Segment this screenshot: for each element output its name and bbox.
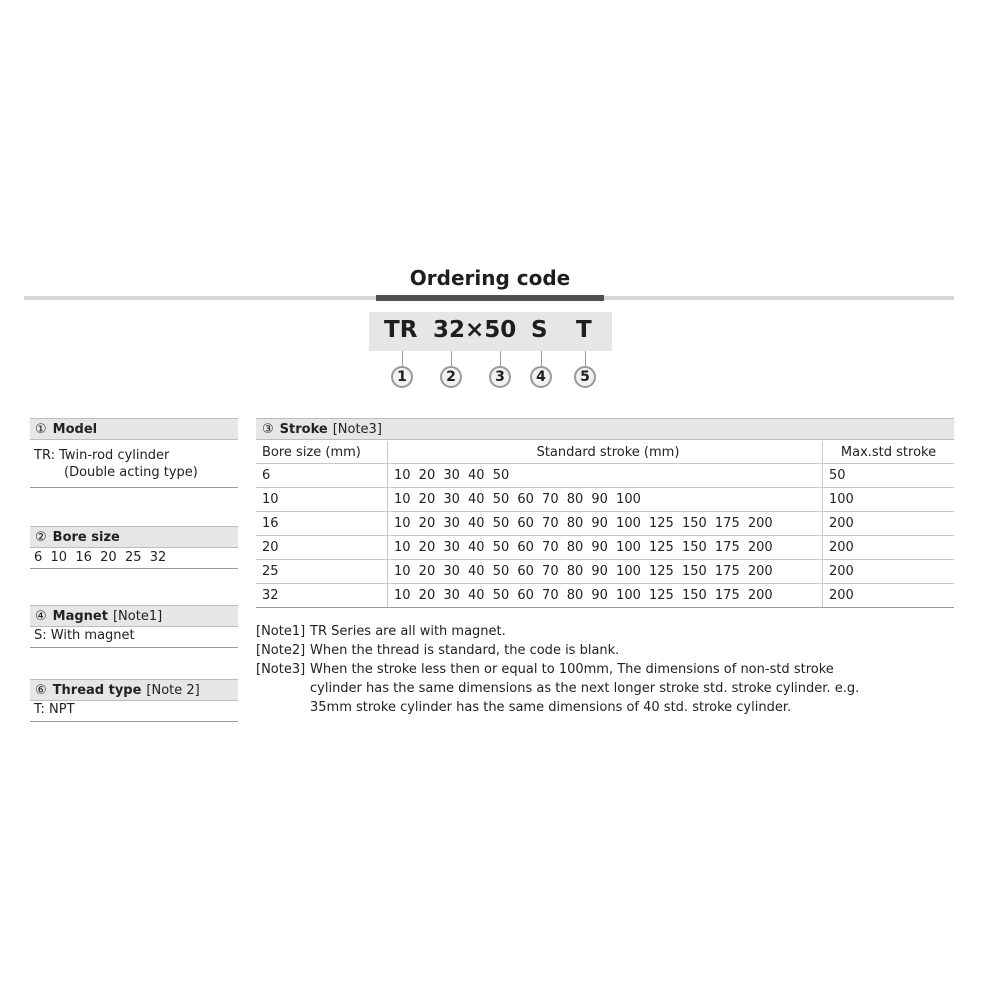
stroke-number: ③: [262, 422, 274, 437]
page-title: Ordering code: [409, 266, 571, 290]
magnet-heading: [30, 605, 238, 627]
table-row: [256, 560, 954, 584]
magnet-note-ref: [Note1]: [112, 609, 163, 624]
note-3-continuation-1: cylinder has the same dimensions as the next longer stroke std. stroke cylinder. e.g.: [310, 681, 860, 696]
marker-1: 1: [391, 366, 413, 388]
table-row: [256, 464, 954, 488]
model-panel: [30, 418, 238, 488]
thread-title: Thread type: [52, 683, 142, 698]
header-rule-accent: [376, 295, 604, 301]
note-3-continuation-2: 35mm stroke cylinder has the same dimensions of 40 std. stroke cylinder.: [310, 700, 792, 715]
marker-leader-1: [402, 351, 403, 367]
marker-leader-3: [500, 351, 501, 367]
note-1-tag: [Note1]: [256, 624, 306, 639]
thread-heading: [30, 679, 238, 701]
table-row: [256, 488, 954, 512]
cell-max: 200: [823, 584, 955, 608]
model-line-2: (Double acting type): [64, 465, 198, 480]
cell-bore: 25: [256, 560, 388, 584]
cell-strokes: 10 20 30 40 50 60 70 80 90 100 125 150 175 200: [388, 584, 823, 608]
marker-leader-5: [585, 351, 586, 367]
bore-heading: [30, 526, 238, 548]
code-segment-model: TR: [384, 317, 418, 343]
marker-leader-2: [451, 351, 452, 367]
thread-number: ⑥: [35, 683, 47, 698]
code-segment-thread: T: [576, 317, 592, 343]
stroke-note-ref: [Note3]: [332, 422, 382, 437]
note-3-tag: [Note3]: [256, 662, 306, 677]
stroke-heading: [256, 418, 954, 440]
cell-max: 200: [823, 560, 955, 584]
bore-values: 6 10 16 20 25 32: [30, 548, 238, 569]
marker-2: 2: [440, 366, 462, 388]
column-header-standard-stroke: Standard stroke (mm): [388, 441, 823, 464]
bore-panel: [30, 526, 238, 569]
model-line-1: TR: Twin-rod cylinder: [34, 448, 170, 463]
model-body: [30, 440, 238, 488]
note-2: [256, 641, 956, 660]
magnet-panel: [30, 605, 238, 648]
column-header-bore: Bore size (mm): [256, 441, 388, 464]
code-segment-bore-stroke: 32×50: [433, 317, 517, 343]
cell-bore: 16: [256, 512, 388, 536]
marker-leader-4: [541, 351, 542, 367]
notes-block: [256, 622, 956, 717]
magnet-number: ④: [35, 609, 47, 624]
cell-bore: 6: [256, 464, 388, 488]
magnet-value: S: With magnet: [30, 627, 238, 648]
bore-number: ②: [35, 530, 47, 545]
table-header-row: [256, 441, 954, 464]
thread-note-ref: [Note 2]: [146, 683, 200, 698]
cell-max: 200: [823, 536, 955, 560]
cell-max: 50: [823, 464, 955, 488]
model-title: Model: [52, 422, 98, 437]
cell-bore: 10: [256, 488, 388, 512]
note-3-text: When the stroke less then or equal to 100mm, The dimensions of non-std stroke: [310, 662, 834, 677]
magnet-title: Magnet: [52, 609, 108, 624]
model-heading: [30, 418, 238, 440]
cell-strokes: 10 20 30 40 50 60 70 80 90 100 125 150 175 200: [388, 512, 823, 536]
cell-strokes: 10 20 30 40 50 60 70 80 90 100: [388, 488, 823, 512]
code-segment-magnet: S: [531, 317, 548, 343]
thread-panel: [30, 679, 238, 722]
cell-strokes: 10 20 30 40 50: [388, 464, 823, 488]
marker-3: 3: [489, 366, 511, 388]
bore-title: Bore size: [52, 530, 120, 545]
cell-bore: 32: [256, 584, 388, 608]
table-row: [256, 512, 954, 536]
note-3: [256, 660, 956, 679]
marker-4: 4: [530, 366, 552, 388]
cell-bore: 20: [256, 536, 388, 560]
cell-strokes: 10 20 30 40 50 60 70 80 90 100 125 150 175 200: [388, 536, 823, 560]
marker-5: 5: [574, 366, 596, 388]
table-row: [256, 536, 954, 560]
thread-value: T: NPT: [30, 701, 238, 722]
cell-max: 100: [823, 488, 955, 512]
note-1: [256, 622, 956, 641]
cell-strokes: 10 20 30 40 50 60 70 80 90 100 125 150 175 200: [388, 560, 823, 584]
note-2-text: When the thread is standard, the code is blank.: [310, 643, 620, 658]
model-number: ①: [35, 422, 47, 437]
cell-max: 200: [823, 512, 955, 536]
stroke-table: [256, 441, 954, 608]
table-row: [256, 584, 954, 608]
column-header-max-stroke: Max.std stroke: [823, 441, 955, 464]
stroke-title: Stroke: [279, 422, 328, 437]
note-2-tag: [Note2]: [256, 643, 306, 658]
note-1-text: TR Series are all with magnet.: [310, 624, 506, 639]
